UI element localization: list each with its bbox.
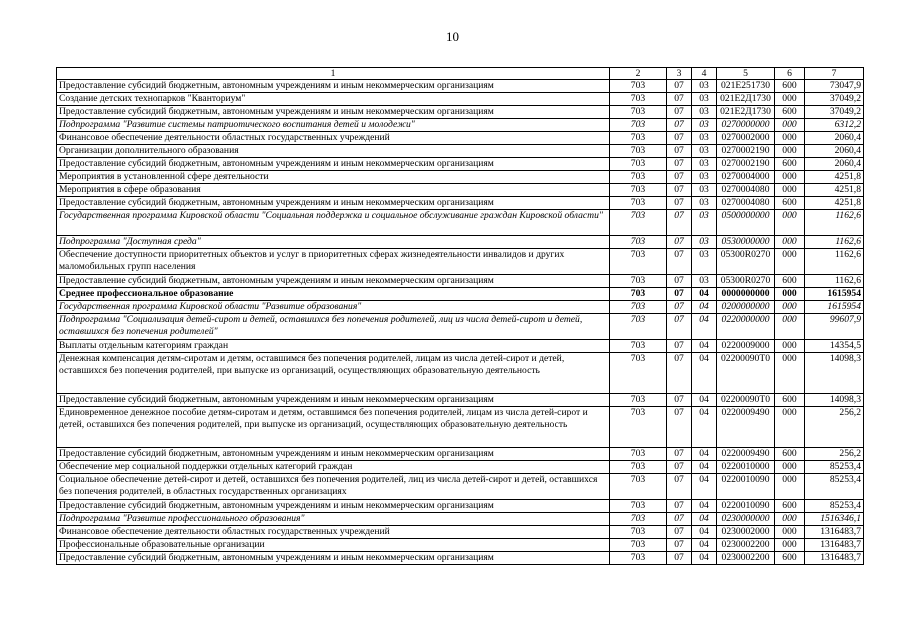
row-amount-cell: 1316483,7 <box>805 552 864 565</box>
row-amount-cell: 1162,6 <box>805 249 864 275</box>
row-expense-type-cell: 000 <box>775 526 805 539</box>
row-code-cell: 703 <box>610 275 667 288</box>
row-section-cell: 07 <box>667 539 692 552</box>
row-section-cell: 07 <box>667 119 692 132</box>
row-section-cell: 07 <box>667 301 692 314</box>
row-subsection-cell: 03 <box>692 236 717 249</box>
table-row <box>57 301 864 314</box>
row-amount-cell: 14354,5 <box>805 340 864 353</box>
row-subsection-cell: 04 <box>692 552 717 565</box>
table-row <box>57 474 864 500</box>
row-code-cell: 703 <box>610 288 667 301</box>
row-name-cell: Финансовое обеспечение деятельности областных государственных учреждений <box>57 526 610 539</box>
row-target-article-cell: 021E2Д1730 <box>717 93 775 106</box>
row-code-cell: 703 <box>610 145 667 158</box>
row-amount-cell: 1162,6 <box>805 236 864 249</box>
table-row <box>57 461 864 474</box>
table-row <box>57 158 864 171</box>
table-row <box>57 275 864 288</box>
row-code-cell: 703 <box>610 106 667 119</box>
table-row <box>57 132 864 145</box>
row-target-article-cell: 02200090Т0 <box>717 394 775 407</box>
row-subsection-cell: 03 <box>692 197 717 210</box>
row-amount-cell: 14098,3 <box>805 394 864 407</box>
row-subsection-cell: 04 <box>692 340 717 353</box>
row-expense-type-cell: 000 <box>775 171 805 184</box>
row-subsection-cell: 04 <box>692 513 717 526</box>
row-expense-type-cell: 000 <box>775 407 805 448</box>
row-code-cell: 703 <box>610 513 667 526</box>
row-expense-type-cell: 600 <box>775 80 805 93</box>
row-name-cell: Подпрограмма "Доступная среда" <box>57 236 610 249</box>
row-subsection-cell: 04 <box>692 461 717 474</box>
table-row <box>57 210 864 236</box>
row-amount-cell: 73047,9 <box>805 80 864 93</box>
row-subsection-cell: 03 <box>692 145 717 158</box>
row-expense-type-cell: 000 <box>775 145 805 158</box>
table-row <box>57 394 864 407</box>
row-code-cell: 703 <box>610 407 667 448</box>
row-subsection-cell: 04 <box>692 301 717 314</box>
row-target-article-cell: 0230000000 <box>717 513 775 526</box>
row-code-cell: 703 <box>610 80 667 93</box>
row-subsection-cell: 04 <box>692 448 717 461</box>
row-target-article-cell: 0270000000 <box>717 119 775 132</box>
row-subsection-cell: 03 <box>692 158 717 171</box>
row-subsection-cell: 04 <box>692 288 717 301</box>
row-name-cell: Предоставление субсидий бюджетным, автономным учреждениям и иным некоммерческим организациям <box>57 197 610 210</box>
row-expense-type-cell: 000 <box>775 461 805 474</box>
row-subsection-cell: 03 <box>692 80 717 93</box>
row-expense-type-cell: 000 <box>775 236 805 249</box>
row-expense-type-cell: 000 <box>775 210 805 236</box>
row-name-cell: Денежная компенсация детям-сиротам и детям, оставшимся без попечения родителей, лицам из числа детей-сирот и детей, оставшихся без попечения родителей, при выпуске из организаций, осуществляющих образовательную деятельность <box>57 353 610 394</box>
row-target-article-cell: 05300R0270 <box>717 249 775 275</box>
row-target-article-cell: 0200000000 <box>717 301 775 314</box>
row-amount-cell: 1162,6 <box>805 210 864 236</box>
row-name-cell: Предоставление субсидий бюджетным, автономным учреждениям и иным некоммерческим организациям <box>57 552 610 565</box>
row-code-cell: 703 <box>610 500 667 513</box>
row-target-article-cell: 0230002200 <box>717 552 775 565</box>
row-subsection-cell: 04 <box>692 407 717 448</box>
row-section-cell: 07 <box>667 474 692 500</box>
row-name-cell: Организации дополнительного образования <box>57 145 610 158</box>
table-row <box>57 353 864 394</box>
row-target-article-cell: 0220009490 <box>717 448 775 461</box>
row-amount-cell: 1316483,7 <box>805 539 864 552</box>
row-target-article-cell: 0530000000 <box>717 236 775 249</box>
row-subsection-cell: 04 <box>692 539 717 552</box>
row-section-cell: 07 <box>667 552 692 565</box>
row-expense-type-cell: 000 <box>775 513 805 526</box>
row-name-cell: Подпрограмма "Развитие системы патриотического воспитания детей и молодежи" <box>57 119 610 132</box>
row-expense-type-cell: 000 <box>775 132 805 145</box>
row-name-cell: Обеспечение доступности приоритетных объектов и услуг в приоритетных сферах жизнедеятельности инвалидов и других маломобильных групп населения <box>57 249 610 275</box>
table-row <box>57 340 864 353</box>
row-name-cell: Предоставление субсидий бюджетным, автономным учреждениям и иным некоммерческим организациям <box>57 448 610 461</box>
row-expense-type-cell: 000 <box>775 249 805 275</box>
row-target-article-cell: 0270004080 <box>717 197 775 210</box>
row-section-cell: 07 <box>667 80 692 93</box>
row-name-cell: Предоставление субсидий бюджетным, автономным учреждениям и иным некоммерческим организациям <box>57 106 610 119</box>
row-subsection-cell: 04 <box>692 474 717 500</box>
row-amount-cell: 85253,4 <box>805 474 864 500</box>
row-target-article-cell: 0270002190 <box>717 158 775 171</box>
row-expense-type-cell: 600 <box>775 275 805 288</box>
row-name-cell: Выплаты отдельным категориям граждан <box>57 340 610 353</box>
row-section-cell: 07 <box>667 461 692 474</box>
row-name-cell: Единовременное денежное пособие детям-сиротам и детям, оставшимся без попечения родителей, лицам из числа детей-сирот и детей, оставшихся без попечения родителей, при выпуске из организаций, осуществляющих образовательную деятельность <box>57 407 610 448</box>
row-subsection-cell: 04 <box>692 394 717 407</box>
row-section-cell: 07 <box>667 314 692 340</box>
row-name-cell: Государственная программа Кировской области "Развитие образования" <box>57 301 610 314</box>
row-expense-type-cell: 600 <box>775 158 805 171</box>
row-name-cell: Мероприятия в установленной сфере деятельности <box>57 171 610 184</box>
table-body <box>57 80 864 565</box>
header-col-7: 7 <box>805 68 864 80</box>
row-code-cell: 703 <box>610 314 667 340</box>
header-col-1: 1 <box>57 68 610 80</box>
header-col-6: 6 <box>775 68 805 80</box>
table-row <box>57 513 864 526</box>
row-expense-type-cell: 600 <box>775 106 805 119</box>
row-target-article-cell: 0220010000 <box>717 461 775 474</box>
row-amount-cell: 1615954 <box>805 301 864 314</box>
header-col-2: 2 <box>610 68 667 80</box>
row-amount-cell: 2060,4 <box>805 158 864 171</box>
row-target-article-cell: 021E251730 <box>717 80 775 93</box>
row-section-cell: 07 <box>667 275 692 288</box>
row-amount-cell: 1615954 <box>805 288 864 301</box>
row-section-cell: 07 <box>667 236 692 249</box>
row-code-cell: 703 <box>610 132 667 145</box>
row-code-cell: 703 <box>610 394 667 407</box>
row-name-cell: Среднее профессиональное образование <box>57 288 610 301</box>
table-row <box>57 552 864 565</box>
row-amount-cell: 37049,2 <box>805 106 864 119</box>
row-subsection-cell: 04 <box>692 500 717 513</box>
row-code-cell: 703 <box>610 119 667 132</box>
row-section-cell: 07 <box>667 526 692 539</box>
row-expense-type-cell: 000 <box>775 340 805 353</box>
row-code-cell: 703 <box>610 353 667 394</box>
row-code-cell: 703 <box>610 539 667 552</box>
row-target-article-cell: 0220009490 <box>717 407 775 448</box>
table-row <box>57 448 864 461</box>
table-row <box>57 171 864 184</box>
row-subsection-cell: 03 <box>692 93 717 106</box>
row-expense-type-cell: 000 <box>775 119 805 132</box>
row-target-article-cell: 0230002000 <box>717 526 775 539</box>
row-name-cell: Предоставление субсидий бюджетным, автономным учреждениям и иным некоммерческим организациям <box>57 80 610 93</box>
row-section-cell: 07 <box>667 184 692 197</box>
row-code-cell: 703 <box>610 197 667 210</box>
row-subsection-cell: 04 <box>692 314 717 340</box>
row-code-cell: 703 <box>610 210 667 236</box>
row-section-cell: 07 <box>667 394 692 407</box>
row-amount-cell: 2060,4 <box>805 132 864 145</box>
row-name-cell: Финансовое обеспечение деятельности областных государственных учреждений <box>57 132 610 145</box>
row-expense-type-cell: 000 <box>775 93 805 106</box>
row-expense-type-cell: 000 <box>775 353 805 394</box>
table-row <box>57 106 864 119</box>
row-amount-cell: 85253,4 <box>805 461 864 474</box>
row-code-cell: 703 <box>610 184 667 197</box>
table-row <box>57 93 864 106</box>
row-expense-type-cell: 000 <box>775 314 805 340</box>
header-col-3: 3 <box>667 68 692 80</box>
row-amount-cell: 85253,4 <box>805 500 864 513</box>
row-amount-cell: 6312,2 <box>805 119 864 132</box>
row-name-cell: Профессиональные образовательные организации <box>57 539 610 552</box>
row-code-cell: 703 <box>610 93 667 106</box>
row-target-article-cell: 0230002200 <box>717 539 775 552</box>
row-subsection-cell: 03 <box>692 119 717 132</box>
row-section-cell: 07 <box>667 448 692 461</box>
row-section-cell: 07 <box>667 353 692 394</box>
table-row <box>57 249 864 275</box>
row-subsection-cell: 03 <box>692 171 717 184</box>
table-row <box>57 184 864 197</box>
row-code-cell: 703 <box>610 158 667 171</box>
row-name-cell: Государственная программа Кировской области "Социальная поддержка и социальное обслуживание граждан Кировской области" <box>57 210 610 236</box>
row-code-cell: 703 <box>610 448 667 461</box>
row-subsection-cell: 03 <box>692 106 717 119</box>
row-expense-type-cell: 600 <box>775 500 805 513</box>
row-section-cell: 07 <box>667 132 692 145</box>
row-amount-cell: 256,2 <box>805 407 864 448</box>
row-expense-type-cell: 600 <box>775 552 805 565</box>
row-expense-type-cell: 000 <box>775 301 805 314</box>
row-target-article-cell: 02200090Т0 <box>717 353 775 394</box>
row-expense-type-cell: 600 <box>775 197 805 210</box>
row-target-article-cell: 0270004080 <box>717 184 775 197</box>
row-amount-cell: 99607,9 <box>805 314 864 340</box>
row-expense-type-cell: 600 <box>775 394 805 407</box>
row-subsection-cell: 03 <box>692 249 717 275</box>
row-name-cell: Создание детских технопарков "Кванториум" <box>57 93 610 106</box>
row-section-cell: 07 <box>667 500 692 513</box>
row-target-article-cell: 0220009000 <box>717 340 775 353</box>
row-name-cell: Предоставление субсидий бюджетным, автономным учреждениям и иным некоммерческим организациям <box>57 275 610 288</box>
row-code-cell: 703 <box>610 474 667 500</box>
row-name-cell: Мероприятия в сфере образования <box>57 184 610 197</box>
row-amount-cell: 1316483,7 <box>805 526 864 539</box>
header-col-5: 5 <box>717 68 775 80</box>
row-target-article-cell: 0220010090 <box>717 500 775 513</box>
row-target-article-cell: 0270002190 <box>717 145 775 158</box>
row-name-cell: Подпрограмма "Развитие профессионального образования" <box>57 513 610 526</box>
row-subsection-cell: 04 <box>692 526 717 539</box>
row-name-cell: Подпрограмма "Социализация детей-сирот и детей, оставшихся без попечения родителей, лиц из числа детей-сирот и детей, оставшихся без попечения родителей" <box>57 314 610 340</box>
row-name-cell: Предоставление субсидий бюджетным, автономным учреждениям и иным некоммерческим организациям <box>57 500 610 513</box>
row-subsection-cell: 04 <box>692 353 717 394</box>
table-row <box>57 539 864 552</box>
row-subsection-cell: 03 <box>692 275 717 288</box>
row-subsection-cell: 03 <box>692 132 717 145</box>
table-row <box>57 526 864 539</box>
table-row <box>57 500 864 513</box>
row-name-cell: Социальное обеспечение детей-сирот и детей, оставшихся без попечения родителей, лиц из числа детей-сирот и детей, оставшихся без попечения родителей, в областных государственных организациях <box>57 474 610 500</box>
table-row <box>57 197 864 210</box>
row-target-article-cell: 021E2Д1730 <box>717 106 775 119</box>
row-expense-type-cell: 000 <box>775 288 805 301</box>
table-row <box>57 145 864 158</box>
page-number: 10 <box>446 29 459 44</box>
row-section-cell: 07 <box>667 288 692 301</box>
row-amount-cell: 4251,8 <box>805 184 864 197</box>
row-amount-cell: 14098,3 <box>805 353 864 394</box>
row-section-cell: 07 <box>667 145 692 158</box>
row-code-cell: 703 <box>610 526 667 539</box>
table-header-row <box>57 68 864 80</box>
row-target-article-cell: 0220010090 <box>717 474 775 500</box>
row-amount-cell: 4251,8 <box>805 197 864 210</box>
row-target-article-cell: 05300R0270 <box>717 275 775 288</box>
row-target-article-cell: 0500000000 <box>717 210 775 236</box>
row-code-cell: 703 <box>610 171 667 184</box>
row-amount-cell: 1516346,1 <box>805 513 864 526</box>
row-target-article-cell: 0270004000 <box>717 171 775 184</box>
row-code-cell: 703 <box>610 301 667 314</box>
row-expense-type-cell: 000 <box>775 539 805 552</box>
row-section-cell: 07 <box>667 340 692 353</box>
row-section-cell: 07 <box>667 197 692 210</box>
header-col-4: 4 <box>692 68 717 80</box>
table-row <box>57 119 864 132</box>
row-amount-cell: 4251,8 <box>805 171 864 184</box>
row-amount-cell: 37049,2 <box>805 93 864 106</box>
row-code-cell: 703 <box>610 552 667 565</box>
row-target-article-cell: 0000000000 <box>717 288 775 301</box>
row-section-cell: 07 <box>667 106 692 119</box>
budget-table <box>56 67 864 565</box>
row-target-article-cell: 0220000000 <box>717 314 775 340</box>
table-row <box>57 314 864 340</box>
row-expense-type-cell: 600 <box>775 448 805 461</box>
row-code-cell: 703 <box>610 236 667 249</box>
row-code-cell: 703 <box>610 340 667 353</box>
row-code-cell: 703 <box>610 249 667 275</box>
row-expense-type-cell: 000 <box>775 474 805 500</box>
row-section-cell: 07 <box>667 249 692 275</box>
row-target-article-cell: 0270002000 <box>717 132 775 145</box>
row-section-cell: 07 <box>667 93 692 106</box>
table-row <box>57 288 864 301</box>
row-name-cell: Обеспечение мер социальной поддержки отдельных категорий граждан <box>57 461 610 474</box>
row-name-cell: Предоставление субсидий бюджетным, автономным учреждениям и иным некоммерческим организациям <box>57 158 610 171</box>
row-amount-cell: 1162,6 <box>805 275 864 288</box>
row-section-cell: 07 <box>667 158 692 171</box>
row-amount-cell: 256,2 <box>805 448 864 461</box>
row-subsection-cell: 03 <box>692 184 717 197</box>
row-section-cell: 07 <box>667 513 692 526</box>
table-row <box>57 236 864 249</box>
row-subsection-cell: 03 <box>692 210 717 236</box>
row-amount-cell: 2060,4 <box>805 145 864 158</box>
table-row <box>57 80 864 93</box>
row-expense-type-cell: 000 <box>775 184 805 197</box>
row-name-cell: Предоставление субсидий бюджетным, автономным учреждениям и иным некоммерческим организациям <box>57 394 610 407</box>
row-code-cell: 703 <box>610 461 667 474</box>
table-row <box>57 407 864 448</box>
row-section-cell: 07 <box>667 210 692 236</box>
row-section-cell: 07 <box>667 171 692 184</box>
row-section-cell: 07 <box>667 407 692 448</box>
